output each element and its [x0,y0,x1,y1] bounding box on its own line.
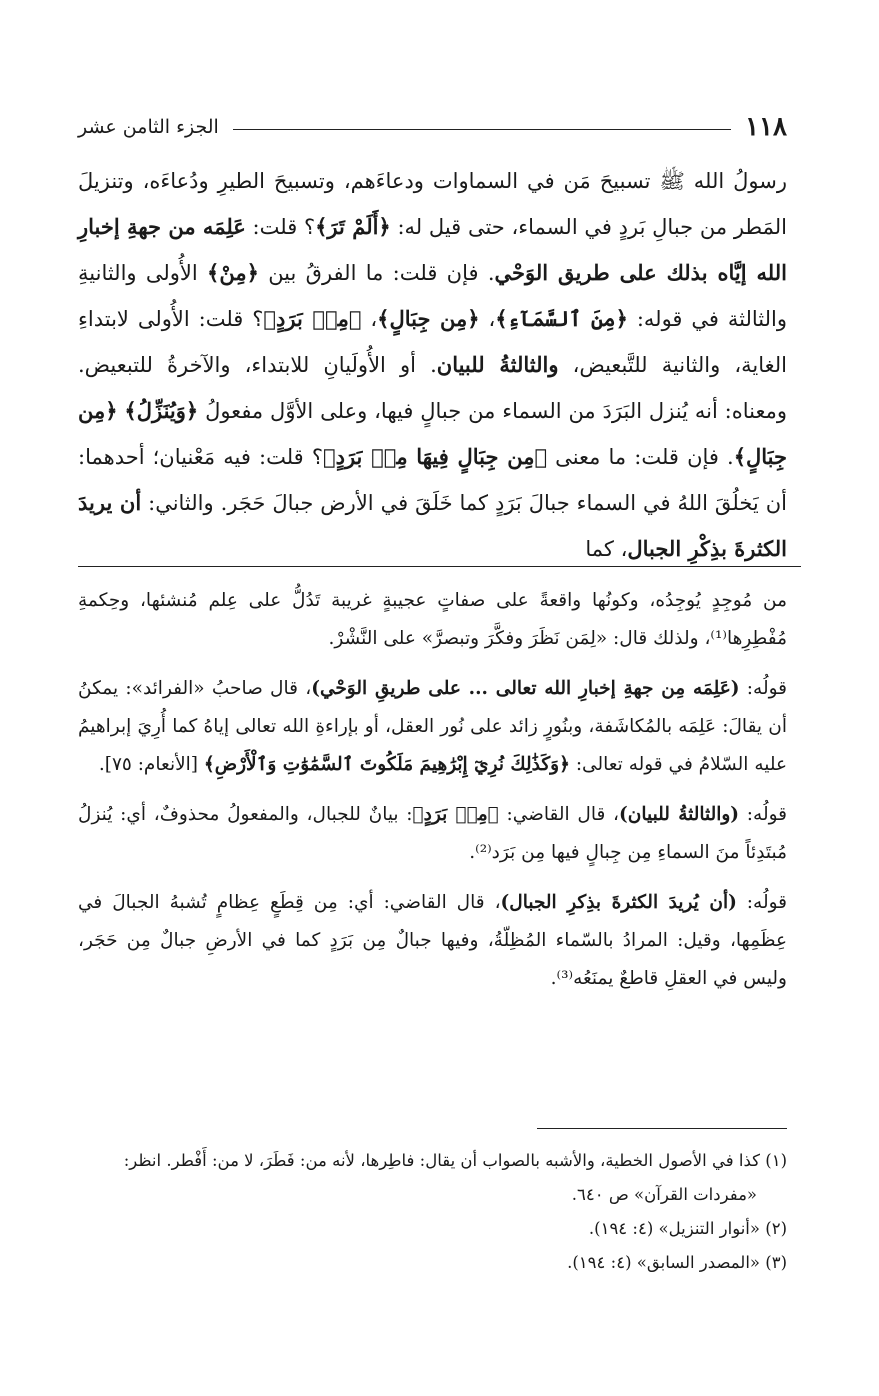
header-rule [233,129,731,130]
footnotes [78,1144,787,1280]
footnote-3: (٣) «المصدر السابق» (٤: ١٩٤). [567,1253,787,1272]
quran-quote: ﴿مِن جِبَالٍ فِيهَا مِنۢ بَرَدٍ﴾ [322,444,548,469]
page-header [78,112,787,142]
text-separator [78,566,801,567]
footnote-1-continued: «مفردات القرآن» ص ٦٤٠. [571,1185,757,1204]
quran-quote: ﴿مِن جِبَالٍ﴾ [78,398,787,469]
footnote-separator [537,1128,787,1129]
page-number: ١١٨ [745,112,787,142]
lemma: (عَلِمَه مِن جهةِ إخبارِ الله تعالى ... على طريقِ الوَحْي) [311,678,740,699]
quran-quote: ﴿مِنَ ٱلسَّمَآءِ﴾ [495,306,628,331]
commentary-paragraph: قولُه: (والثالثةُ للبيان)، قال القاضي: ﴿مِنۢ بَرَدٍ﴾: بيانٌ للجبال، والمفعولُ محذوفٌ، أي: يُنزلُ مُبتَدِئاً منَ السماءِ مِن جِبالٍ فيها مِن بَرَد⁽²⁾. [78,804,787,863]
quran-quote: ﴿مِنۢ بَرَدٍ﴾ [412,804,499,825]
footnote-2: (٢) «أنوار التنزيل» (٤: ١٩٤). [588,1219,787,1238]
lemma: (أن يُريدَ الكثرةَ بذِكرِ الجبال) [500,892,737,913]
running-title: الجزء الثامن عشر [78,116,219,138]
bold-phrase: أن يريدَ الكثرةَ بذِكْرِ الجبال [78,490,787,561]
lemma: (والثالثةُ للبيان) [619,804,740,825]
quran-quote: ﴿وَكَذَٰلِكَ نُرِيٓ إِبْرَٰهِيمَ مَلَكُوتَ ٱلسَّمَٰوَٰتِ وَٱلْأَرْضِ﴾ [203,754,570,775]
quran-quote: ﴿أَلَمْ تَرَ﴾ [315,214,391,239]
commentary [78,582,787,1010]
quran-quote: ﴿مِنْ﴾ [207,260,259,285]
bold-phrase: عَلِمَه من جهةِ إخبارِ الله إيَّاه بذلك على طريق الوَحْي [78,214,787,285]
commentary-paragraph: قولُه: (أن يُريدَ الكثرةَ بذِكرِ الجبال)، قال القاضي: أي: مِن قِطَعٍ عِظامٍ تُشبهُ الجبالَ في عِظَمِها، وقيل: المرادُ بالسّماء المُظِلّةُ، وفيها جبالٌ مِن بَرَدٍ كما في الأرضِ جبالٌ مِن حَجَر، وليس في العقلِ قاطعٌ يمنَعُه⁽³⁾. [78,892,787,989]
main-paragraph: رسولُ الله ﷺ تسبيحَ مَن في السماوات ودعاءَهم، وتسبيحَ الطيرِ ودُعاءَه، وتنزيلَ المَطر من جبالِ بَردٍ في السماء، حتى قيل له: ﴿أَلَمْ تَرَ﴾؟ قلت: عَلِمَه من جهةِ إخبارِ الله إيَّاه بذلك على طريق الوَحْي. فإن قلت: ما الفرقُ بين ﴿مِنْ﴾ الأُولى والثانيةِ والثالثة في قوله: ﴿مِنَ ٱلسَّمَآءِ﴾، ﴿مِن جِبَالٍ﴾، ﴿مِنۢ بَرَدٍ﴾؟ قلت: الأُولى لابتداءِ الغاية، والثانية للتَّبعيض، والثالثةُ للبيان. أو الأُولَيانِ للابتداء، والآخرةُ للتبعيض. ومعناه: أنه يُنزل البَرَدَ من السماء من جبالٍ فيها، وعلى الأوَّل مفعولُ ﴿وَيُنَزِّلُ﴾ ﴿مِن جِبَالٍ﴾. فإن قلت: ما معنى ﴿مِن جِبَالٍ فِيهَا مِنۢ بَرَدٍ﴾؟ قلت: فيه مَعْنيان؛ أحدهما: أن يَخلُقَ اللهُ في السماء جبالَ بَرَدٍ كما خَلَقَ في الأرض جبالَ حَجَر. والثاني: أن يريدَ الكثرةَ بذِكْرِ الجبال، كما [78,169,788,561]
quran-quote: ﴿وَيُنَزِّلُ﴾ [124,398,199,423]
quran-quote: ﴿مِن جِبَالٍ﴾ [377,306,480,331]
main-text [78,158,787,572]
commentary-paragraph: قولُه: (عَلِمَه مِن جهةِ إخبارِ الله تعالى ... على طريقِ الوَحْي)، قال صاحبُ «الفرائد»: يمكنُ أن يقالَ: عَلِمَه بالمُكاشَفة، وبنُورٍ زائد على نُور العقل، أو بإراءةِ الله تعالى إياهُ كما أُرِيَ إبراهيمُ عليه السّلامُ في قوله تعالى: ﴿وَكَذَٰلِكَ نُرِيٓ إِبْرَٰهِيمَ مَلَكُوتَ ٱلسَّمَٰوَٰتِ وَٱلْأَرْضِ﴾ [الأنعام: ٧٥]. [78,678,788,775]
quran-quote: ﴿مِنۢ بَرَدٍ﴾ [263,306,362,331]
bold-phrase: والثالثةُ للبيان [436,352,559,377]
commentary-paragraph: من مُوجِدٍ يُوجِدُه، وكونُها واقعةً على صفاتٍ عجيبةٍ غريبة تَدُلُّ على عِلم مُنشئها، وحِكمةِ مُفْطِرِها⁽¹⁾، ولذلك قال: «لِمَن نَظَرَ وفكَّرَ وتبصرَّ» على النَّشْرْ. [78,590,787,649]
footnote-1: (١) كذا في الأصول الخطية، والأشبه بالصواب أن يقال: فاطِرها، لأنه من: فَطَرَ، لا من: أَفْطر. انظر: [123,1151,787,1170]
